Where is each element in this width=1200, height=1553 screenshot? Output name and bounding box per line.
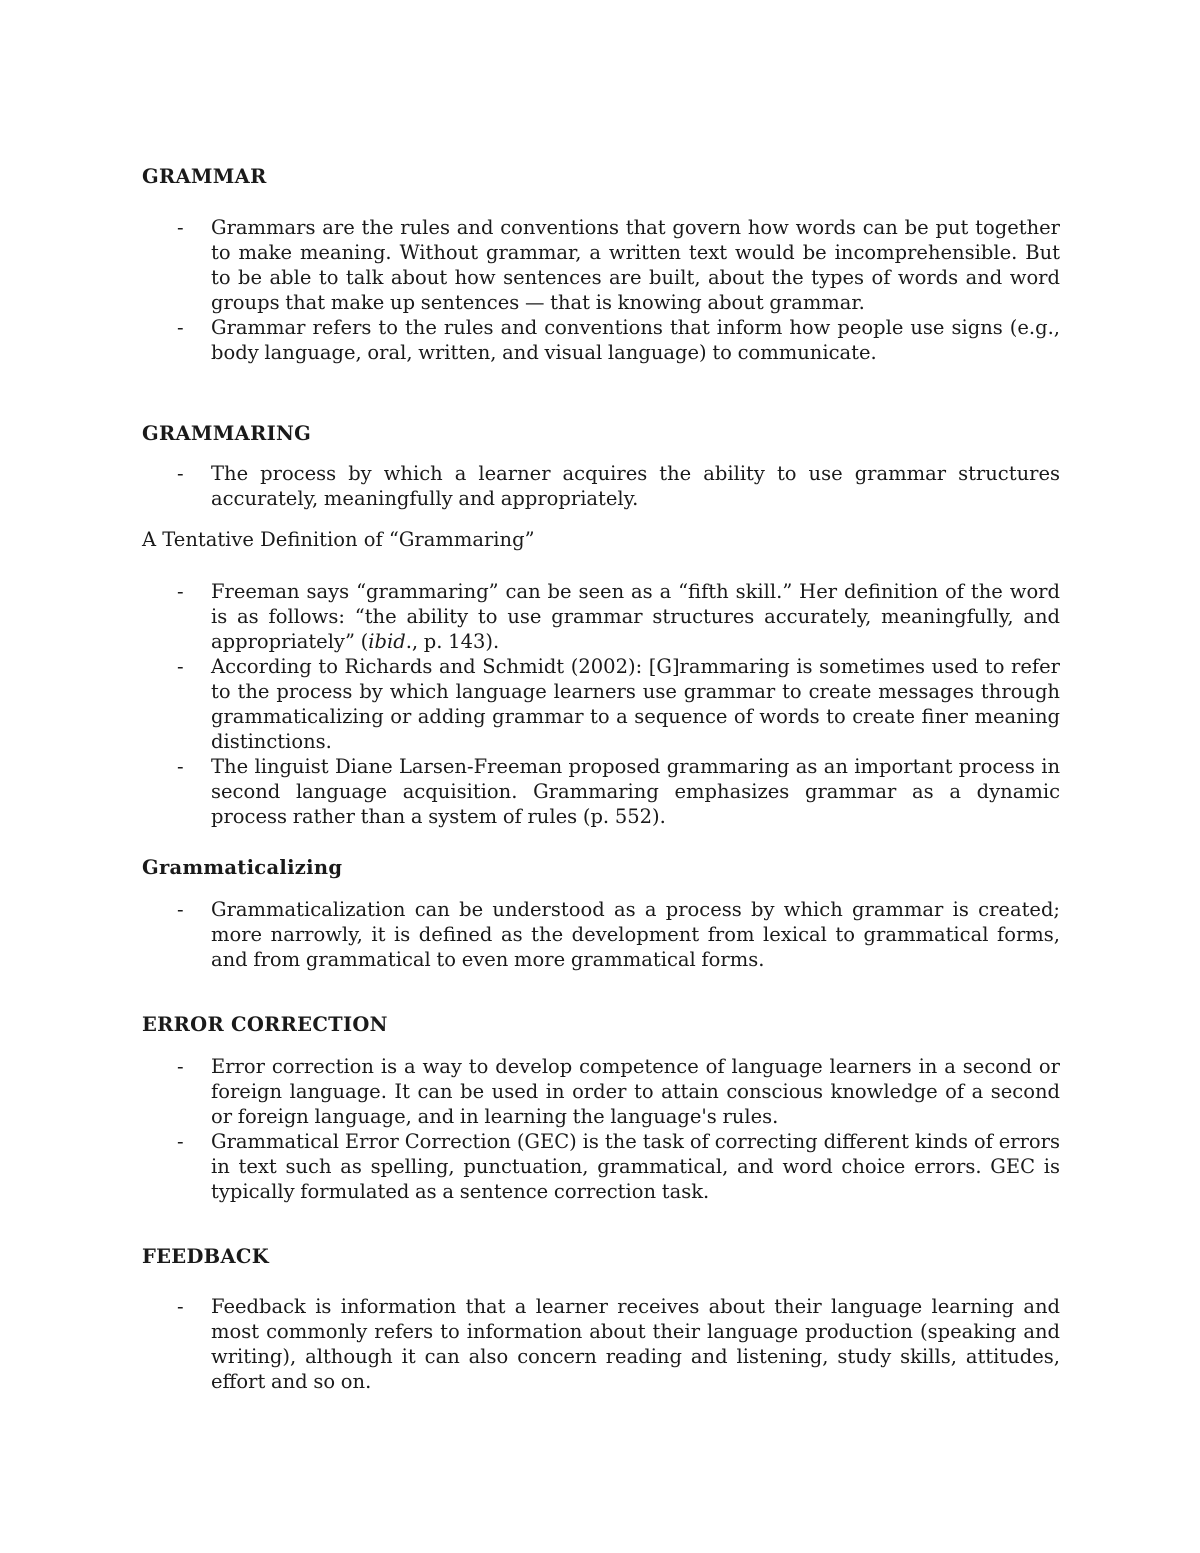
section-grammar xyxy=(142,164,1060,365)
section-grammaticalizing xyxy=(142,855,1060,972)
italic-citation: ibid xyxy=(368,630,406,653)
feedback-list xyxy=(142,1294,1060,1394)
list-item: - Grammatical Error Correction (GEC) is the task of correcting different kinds of errors in text such as spelling, punctuation, grammatical, and word choice errors. GEC is typically formulated as a sentence correction task. xyxy=(142,1129,1060,1204)
list-item: - Grammars are the rules and conventions that govern how words can be put together to make meaning. Without grammar, a written text would be incomprehensible. But to be able to talk about how sentences are built, about the types of words and word groups that make up sentences — that is knowing about grammar. xyxy=(142,215,1060,315)
error-correction-list xyxy=(142,1054,1060,1204)
heading-grammar: GRAMMAR xyxy=(142,165,267,188)
list-item: - Error correction is a way to develop competence of language learners in a second or foreign language. It can be used in order to attain conscious knowledge of a second or foreign language, and in learning the language's rules. xyxy=(142,1054,1060,1129)
item-text: Freeman says “grammaring” can be seen as a “fifth skill.” Her definition of the word is as follows: “the ability to use grammar structures accurately, meaningfully, and appropriately” ( xyxy=(211,580,1060,653)
grammaring-list xyxy=(142,461,1060,511)
grammar-list xyxy=(142,215,1060,365)
list-item: - Feedback is information that a learner receives about their language learning and most commonly refers to information about their language production (speaking and writing), although it can also concern reading and listening, study skills, attitudes, effort and so on. xyxy=(142,1294,1060,1394)
subheading-tentative-definition: A Tentative Definition of “Grammaring” xyxy=(142,528,535,551)
list-item: - According to Richards and Schmidt (2002): [G]rammaring is sometimes used to refer to the process by which language learners use grammar to create messages through grammaticalizing or adding grammar to a sequence of words to create finer meaning distinctions. xyxy=(142,654,1060,754)
list-item: - Grammar refers to the rules and conventions that inform how people use signs (e.g., body language, oral, written, and visual language) to communicate. xyxy=(142,315,1060,365)
section-feedback xyxy=(142,1244,1060,1394)
document-page xyxy=(142,164,1060,1394)
list-item: - The process by which a learner acquires the ability to use grammar structures accurately, meaningfully and appropriately. xyxy=(142,461,1060,511)
list-item: - Grammaticalization can be understood as a process by which grammar is created; more narrowly, it is defined as the development from lexical to grammatical forms, and from grammatical to even more grammatical forms. xyxy=(142,897,1060,972)
heading-grammaring: GRAMMARING xyxy=(142,422,312,445)
section-error-correction xyxy=(142,1012,1060,1204)
list-item: - The linguist Diane Larsen-Freeman proposed grammaring as an important process in second language acquisition. Grammaring emphasizes grammar as a dynamic process rather than a system of rules (p. 552). xyxy=(142,754,1060,829)
list-item xyxy=(142,579,1060,654)
tentative-definition-list xyxy=(142,579,1060,829)
grammaticalizing-list xyxy=(142,897,1060,972)
heading-grammaticalizing: Grammaticalizing xyxy=(142,856,343,879)
item-text: ., p. 143). xyxy=(405,630,500,653)
section-grammaring xyxy=(142,421,1060,829)
heading-error-correction: ERROR CORRECTION xyxy=(142,1013,388,1036)
heading-feedback: FEEDBACK xyxy=(142,1245,269,1268)
